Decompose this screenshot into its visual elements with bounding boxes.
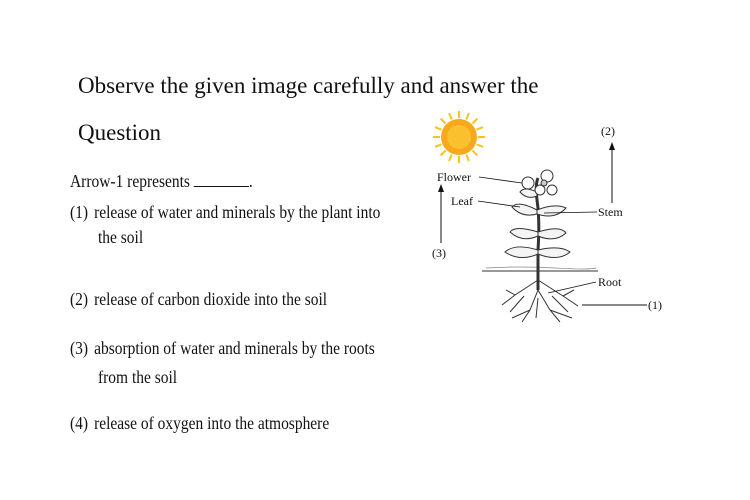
option-3-number: (3) (70, 338, 89, 358)
sun-ray (477, 127, 483, 130)
arrow-3 (438, 184, 444, 243)
sun-ray (466, 155, 469, 161)
label-leaf: Leaf (451, 194, 473, 208)
option-1-number: (1) (70, 202, 89, 222)
option-1-line-1: release of water and minerals by the plant into (94, 202, 381, 222)
label-root: Root (598, 275, 622, 289)
sun-ray (441, 119, 446, 124)
option-4-number: (4) (70, 413, 89, 433)
sun-ray (449, 155, 452, 161)
sun-ray (449, 113, 452, 119)
sun-ray (435, 127, 441, 130)
label-arrow-3: (3) (432, 246, 446, 260)
label-stem: Stem (598, 205, 623, 219)
heading-line-2: Question (78, 120, 162, 145)
sun-core-inner (447, 125, 471, 149)
label-arrow-1: (1) (648, 298, 662, 312)
sun-ray (466, 113, 469, 119)
option-2-number: (2) (70, 289, 89, 309)
label-arrow-2: (2) (601, 124, 615, 138)
option-3-line-2: from the soil (98, 367, 178, 387)
question-stem-end: . (248, 171, 253, 191)
question-stem-text: Arrow-1 represents (70, 171, 190, 191)
option-3-line-1: absorption of water and minerals by the roots (94, 338, 375, 358)
sun-icon (433, 111, 485, 163)
heading-line-1: Observe the given image carefully and answer the (78, 73, 539, 98)
sun-ray (435, 144, 441, 147)
sun-ray (441, 150, 446, 155)
option-4-line-1: release of oxygen into the atmosphere (94, 413, 330, 433)
option-1-line-2: the soil (98, 227, 144, 247)
soil-surface (486, 267, 596, 269)
option-2-line-1: release of carbon dioxide into the soil (94, 289, 328, 309)
arrow-2 (609, 142, 615, 203)
plant-roots (502, 271, 578, 322)
sun-ray (472, 119, 477, 124)
label-flower: Flower (437, 170, 471, 184)
sun-ray (477, 144, 483, 147)
sun-ray (472, 150, 477, 155)
